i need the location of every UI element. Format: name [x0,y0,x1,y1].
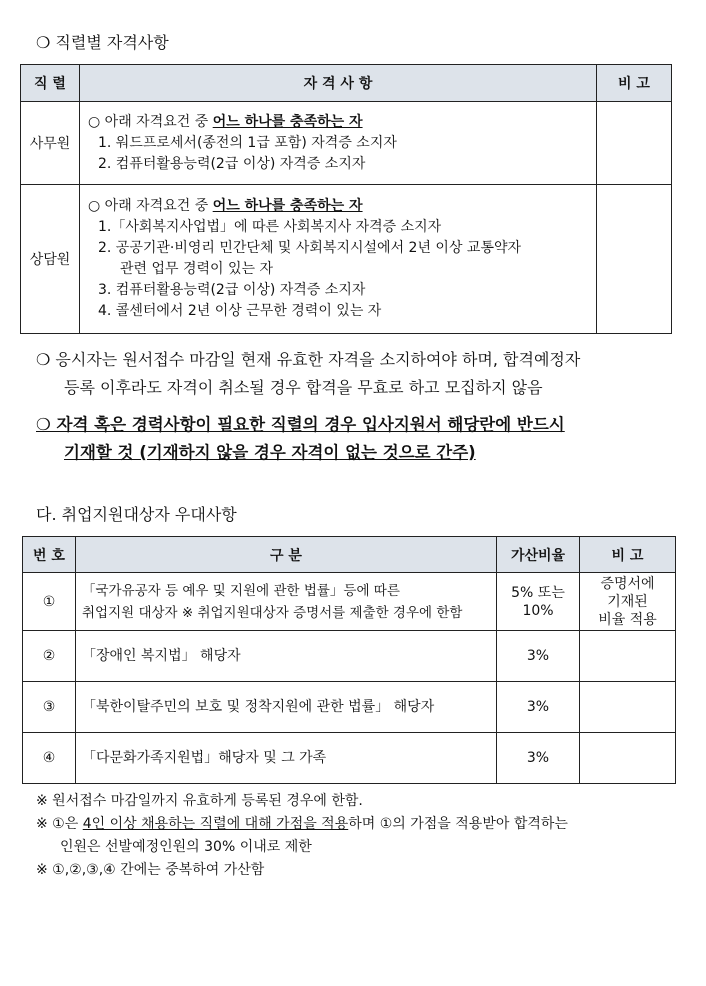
footnote: ※ ①,②,③,④ 간에는 중복하여 가산함 [36,862,265,878]
footnote-continued: 인원은 선발예정인원의 30% 이내로 제한 [60,839,312,855]
qualification-item: 3. 컴퓨터활용능력(2급 이상) 자격증 소지자 [98,282,366,298]
footnote-text: 하며 ①의 가점을 적용받아 합격하는 [348,816,568,832]
table-row [21,102,672,185]
category-cell [76,573,497,631]
row-number: ④ [23,733,76,784]
remark-text: 비율 적용 [598,611,657,628]
qualification-emphasis: 어느 하나를 충족하는 자 [212,198,363,214]
note-line: 기재할 것 (기재하지 않을 경우 자격이 없는 것으로 간주) [64,443,476,462]
position-name: 상담원 [21,185,80,334]
remark-cell [597,185,672,334]
footnote-text: ※ ①은 [36,816,83,832]
category-cell: 「북한이탈주민의 보호 및 정착지원에 관한 법률」 해당자 [76,682,497,733]
qualification-lead: ○ 아래 자격요건 중 [88,113,213,130]
footnotes [36,790,686,882]
remark-cell [580,573,676,631]
category-cell: 「다문화가족지원법」해당자 및 그 가족 [76,733,497,784]
qualification-cell [80,102,597,185]
col-header-qualification: 자 격 사 항 [80,65,597,102]
qualification-item: 1.「사회복지사업법」에 따른 사회복지사 자격증 소지자 [98,219,442,235]
table-row [23,631,676,682]
remark-cell [580,682,676,733]
note-line: 등록 이후라도 자격이 취소될 경우 합격을 무효로 하고 모집하지 않음 [64,378,543,397]
note-required [36,411,686,467]
table-row [23,573,676,631]
remark-text: 기재된 [607,593,648,610]
rate-text: 10% [522,602,554,619]
remark-cell [580,631,676,682]
category-cell: 「장애인 복지법」 해당자 [76,631,497,682]
section2-heading: 다. 취업지원대상자 우대사항 [36,505,237,524]
note-validity [36,346,686,402]
rate-cell [497,573,580,631]
row-number: ② [23,631,76,682]
table-row [21,185,672,334]
col-header-rate: 가산비율 [497,537,580,573]
note-line: ❍ 응시자는 원서접수 마감일 현재 유효한 자격을 소지하여야 하며, 합격예정자 [36,350,581,369]
qualification-item: 2. 공공기관·비영리 민간단체 및 사회복지시설에서 2년 이상 교통약자 [98,240,522,256]
position-name: 사무원 [21,102,80,185]
row-number: ③ [23,682,76,733]
table-row [23,733,676,784]
category-text: 「국가유공자 등 예우 및 지원에 관한 법률」등에 따른 [82,582,400,599]
rate-cell: 3% [497,631,580,682]
rate-cell: 3% [497,682,580,733]
preference-table [22,536,676,784]
qualification-item-continued: 관련 업무 경력이 있는 자 [120,261,274,277]
col-header-position: 직 렬 [21,65,80,102]
remark-cell [580,733,676,784]
section1-heading: ❍ 직렬별 자격사항 [36,33,169,52]
remark-text: 증명서에 [600,575,655,592]
qualification-item: 4. 콜센터에서 2년 이상 근무한 경력이 있는 자 [98,303,382,319]
category-text: 취업지원 대상자 ※ 취업지원대상자 증명서를 제출한 경우에 한함 [82,604,463,621]
col-header-remark: 비 고 [580,537,676,573]
footnote [36,813,686,836]
table-row [23,682,676,733]
qualification-emphasis: 어느 하나를 충족하는 자 [212,113,363,130]
remark-cell [597,102,672,185]
col-header-category: 구 분 [76,537,497,573]
rate-cell: 3% [497,733,580,784]
col-header-remark: 비 고 [597,65,672,102]
rate-text: 5% 또는 [511,584,565,601]
footnote-underlined: 4인 이상 채용하는 직렬에 대해 가점을 적용 [82,816,349,832]
qualification-cell [80,185,597,334]
qualification-item: 1. 워드프로세서(종전의 1급 포함) 자격증 소지자 [98,134,397,151]
row-number: ① [23,573,76,631]
qualification-item: 2. 컴퓨터활용능력(2급 이상) 자격증 소지자 [98,155,366,172]
qualification-table [20,64,672,334]
qualification-lead: ○ 아래 자격요건 중 [88,198,213,214]
footnote: ※ 원서접수 마감일까지 유효하게 등록된 경우에 한함. [36,793,363,809]
col-header-number: 번 호 [23,537,76,573]
note-line: ❍ 자격 혹은 경력사항이 필요한 직렬의 경우 입사지원서 해당란에 반드시 [36,415,565,434]
